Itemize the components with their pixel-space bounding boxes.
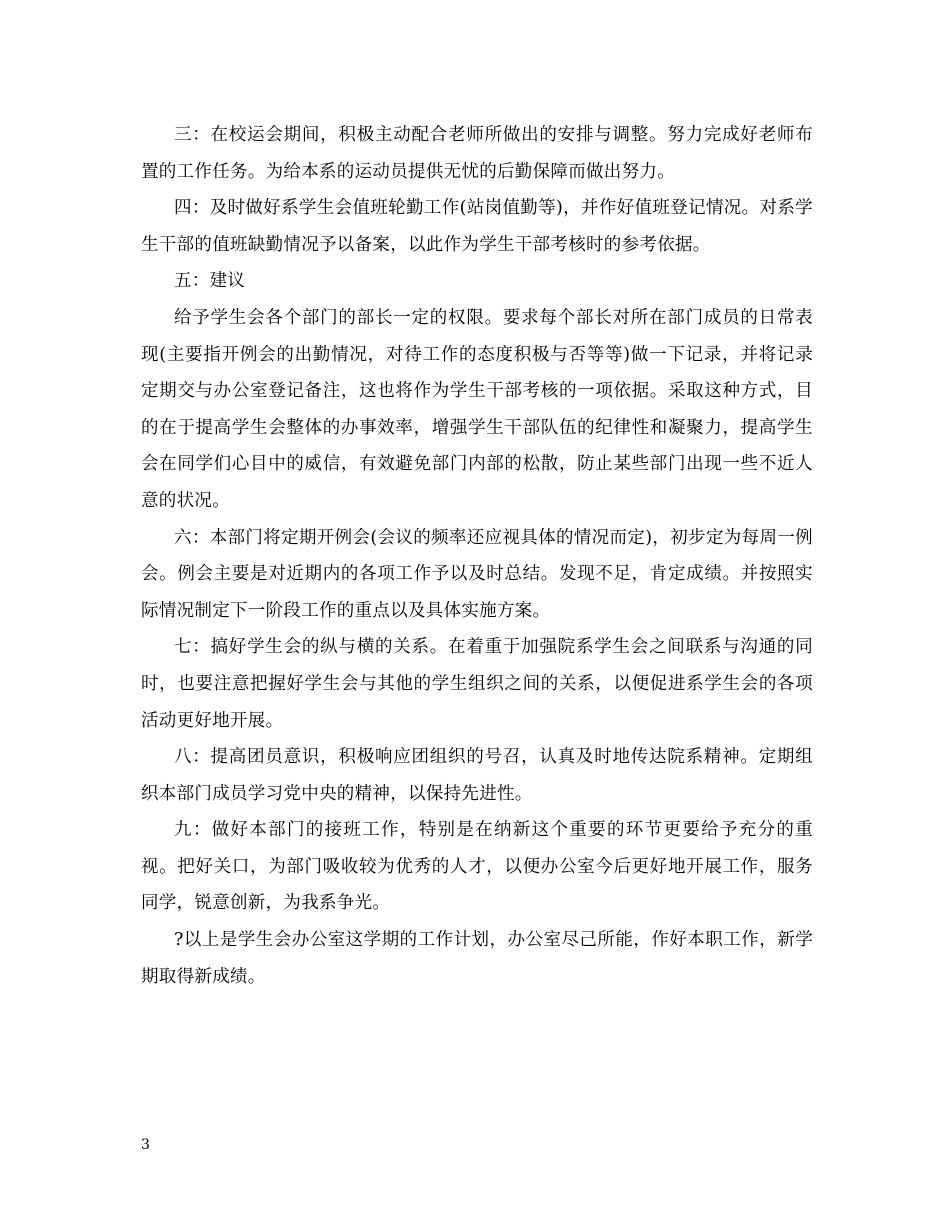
page-number: 3: [141, 1137, 150, 1153]
paragraph-4: 四：及时做好系学生会值班轮勤工作(站岗值勤等)，并作好值班登记情况。对系学生干部的值班缺勤情况予以备案，以此作为学生干部考核时的参考依据。: [141, 198, 813, 255]
paragraph-suggestion: 给予学生会各个部门的部长一定的权限。要求每个部长对所在部门成员的日常表现(主要指开例会的出勤情况，对待工作的态度积极与否等等)做一下记录，并将记录定期交与办公室登记备注，这也将作为学生干部考核的一项依据。采取这种方式，目的在于提高学生会整体的办事效率，增强学生干部队伍的纪律性和凝聚力，提高学生会在同学们心目中的威信，有效避免部门内部的松散，防止某些部门出现一些不近人意的状况。: [141, 307, 813, 511]
document-body: [141, 117, 813, 995]
paragraph-7: 七：搞好学生会的纵与横的关系。在着重于加强院系学生会之间联系与沟通的同时，也要注意把握好学生会与其他的学生组织之间的关系，以便促进系学生会的各项活动更好地开展。: [141, 637, 813, 731]
paragraph-3: 三：在校运会期间，积极主动配合老师所做出的安排与调整。努力完成好老师布置的工作任务。为给本系的运动员提供无忧的后勤保障而做出努力。: [141, 125, 813, 182]
paragraph-8: 八：提高团员意识，积极响应团组织的号召，认真及时地传达院系精神。定期组织本部门成员学习党中央的精神，以保持先进性。: [141, 747, 813, 804]
paragraph-closing: ?以上是学生会办公室这学期的工作计划，办公室尽己所能，作好本职工作，新学期取得新成绩。: [141, 930, 813, 987]
paragraph-5-heading: 五：建议: [174, 271, 246, 292]
paragraph-6: 六：本部门将定期开例会(会议的频率还应视具体的情况而定)，初步定为每周一例会。例会主要是对近期内的各项工作予以及时总结。发现不足，肯定成绩。并按照实际情况制定下一阶段工作的重点以及具体实施方案。: [141, 527, 813, 621]
paragraph-9: 九：做好本部门的接班工作，特别是在纳新这个重要的环节更要给予充分的重视。把好关口，为部门吸收较为优秀的人才，以便办公室今后更好地开展工作，服务同学，锐意创新，为我系争光。: [141, 820, 813, 914]
